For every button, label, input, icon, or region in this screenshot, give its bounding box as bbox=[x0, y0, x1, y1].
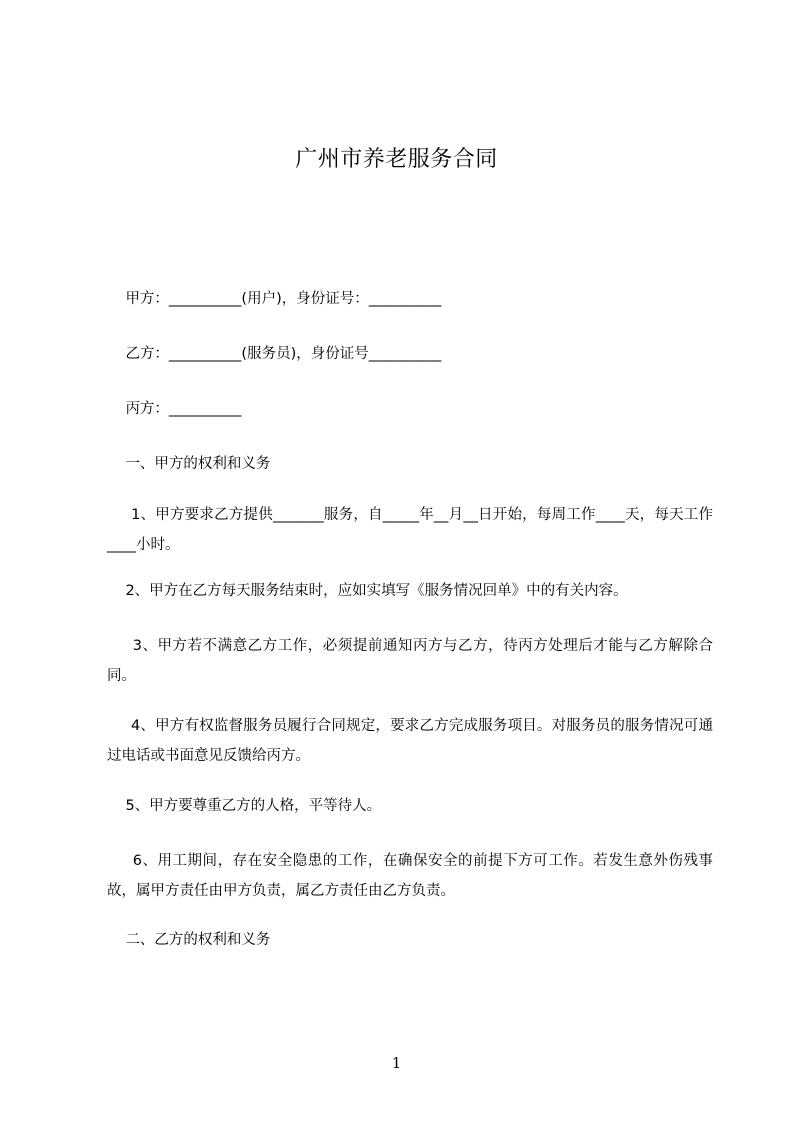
page-number: 1 bbox=[391, 1054, 402, 1072]
clause-3: 3、甲方若不满意乙方工作，必须提前通知丙方与乙方，待丙方处理后才能与乙方解除合同。 bbox=[107, 638, 713, 684]
document-title: 广州市养老服务合同 bbox=[295, 147, 498, 172]
section-heading-party-a: 一、甲方的权利和义务 bbox=[107, 456, 271, 472]
section-heading-party-b: 二、乙方的权利和义务 bbox=[107, 932, 271, 948]
party-b-line: 乙方：__________(服务员)，身份证号__________ bbox=[107, 346, 442, 362]
clause-6: 6、用工期间，存在安全隐患的工作，在确保安全的前提下方可工作。若发生意外伤残事故，属甲方责任由甲方负责，属乙方责任由乙方负责。 bbox=[107, 853, 713, 899]
clause-2: 2、甲方在乙方每天服务结束时，应如实填写《服务情况回单》中的有关内容。 bbox=[107, 583, 628, 599]
party-a-line: 甲方：__________(用户)，身份证号：__________ bbox=[107, 291, 442, 307]
clause-4: 4、甲方有权监督服务员履行合同规定，要求乙方完成服务项目。对服务员的服务情况可通过电话或书面意见反馈给丙方。 bbox=[107, 718, 713, 764]
party-c-line: 丙方：__________ bbox=[107, 401, 242, 417]
clause-5: 5、甲方要尊重乙方的人格，平等待人。 bbox=[107, 798, 382, 814]
clause-1: 1、甲方要求乙方提供_______服务，自_____年__月__日开始，每周工作____天，每天工作____小时。 bbox=[107, 507, 713, 553]
